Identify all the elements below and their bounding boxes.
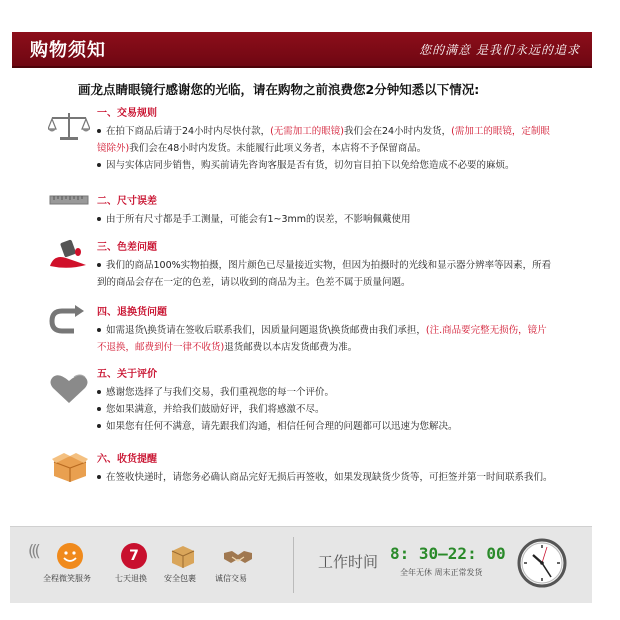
- section-title: 五、关于评价: [97, 369, 157, 380]
- section-body: [97, 211, 612, 228]
- seven-day-icon: [121, 543, 147, 569]
- text-run: 因与实体店同步销售，购买前请先咨询客服是否有货，切勿盲目拍下以免给您造成不必要的麻烦。: [106, 160, 515, 171]
- text-run: 在签收快递时，请您务必确认商品完好无损后再签收，如果发现缺货少货等，可拒签并第一时间联系我们。: [106, 472, 553, 483]
- list-item: [97, 322, 612, 339]
- badge-label: 七天退换: [115, 574, 147, 583]
- package-icon: [48, 450, 90, 482]
- highlight-text: (注.商品要完整无损伤，镜片: [425, 325, 547, 336]
- highlight-text: 不退换，邮费到付一律不收货): [97, 342, 225, 353]
- badge-label: 全程微笑服务: [43, 574, 91, 583]
- section-title: 一、交易规则: [97, 108, 157, 119]
- highlight-text: (无需加工的眼镜): [270, 126, 345, 137]
- text-run: 如果您有任何不满意，请先跟我们沟通，相信任何合理的问题都可以迅速为您解决。: [106, 421, 458, 432]
- work-hours-label: 工作时间: [318, 553, 379, 571]
- section-body: [97, 322, 612, 356]
- signal-decoration-icon: (((: [28, 541, 38, 560]
- list-item: [97, 211, 612, 228]
- page-title: 购物须知: [30, 40, 106, 61]
- text-run: 我们的商品100%实物拍摄，图片颜色已尽量接近实物，但因为拍摄时的光线和显示器分辨率等因素，所看: [106, 260, 552, 271]
- text-run: 您如果满意，并给我们鼓励好评，我们将感激不尽。: [106, 404, 325, 415]
- box-icon: [170, 543, 196, 569]
- list-item-continued: [97, 339, 612, 356]
- smile-icon: [57, 543, 83, 569]
- highlight-text: (需加工的眼镜，定制眼: [451, 126, 550, 137]
- list-item: [97, 469, 612, 486]
- list-item: [97, 157, 612, 174]
- header-slogan: 您的满意 是我们永远的追求: [419, 43, 580, 57]
- scale-icon: [48, 110, 90, 142]
- handshake-icon: [223, 543, 249, 569]
- work-hours-time: 8: 30—22: 00: [390, 544, 506, 563]
- intro-text: 画龙点睛眼镜行感谢您的光临，请在购物之前浪费您2分钟知悉以下情况:: [78, 82, 480, 97]
- text-run: 如需退货\换货请在签收后联系我们，因质量问题退货\换货邮费由我们承担，: [106, 325, 426, 336]
- section-title: 二、尺寸误差: [97, 196, 157, 207]
- text-run: 退货邮费以本店发货邮费为准。: [224, 342, 358, 353]
- list-item-continued: [97, 140, 612, 157]
- section-body: [97, 469, 612, 486]
- list-item-continued: [97, 274, 612, 291]
- ruler-icon: [48, 194, 90, 226]
- heart-icon: [48, 373, 90, 405]
- badge-label: 诚信交易: [215, 574, 247, 583]
- section-title: 三、色差问题: [97, 242, 157, 253]
- section-title: 四、退换货问题: [97, 307, 167, 318]
- text-run: 到的商品会存在一定的色差，请以收到的商品为主。色差不属于质量问题。: [97, 277, 411, 288]
- section-body: [97, 123, 612, 174]
- section-body: [97, 257, 612, 291]
- work-hours-note: 全年无休 周末正常发货: [400, 568, 483, 577]
- list-item: [97, 123, 612, 140]
- text-run: 在拍下商品后请于24小时内尽快付款，: [106, 126, 271, 137]
- return-arrow-icon: [48, 305, 90, 337]
- list-item: [97, 384, 612, 401]
- header-banner: [12, 32, 592, 68]
- badge-label: 安全包裹: [164, 574, 196, 583]
- badge-glyph: 7: [129, 548, 139, 564]
- text-run: 由于所有尺寸都是手工测量，可能会有1~3mm的误差，不影响佩戴使用: [106, 214, 411, 225]
- text-run: 我们会在48小时内发货。未能履行此项义务者，本店将不予保留商品。: [129, 143, 427, 154]
- clock-icon: [517, 533, 567, 591]
- paint-bucket-icon: [48, 238, 90, 270]
- list-item: [97, 257, 612, 274]
- footer-service-bar: [10, 526, 592, 603]
- text-run: 我们会在24小时内发货，: [344, 126, 452, 137]
- footer-divider: [293, 537, 294, 593]
- list-item: [97, 418, 612, 435]
- highlight-text: 镜除外): [97, 143, 130, 154]
- section-title: 六、收货提醒: [97, 454, 157, 465]
- section-body: [97, 384, 612, 435]
- list-item: [97, 401, 612, 418]
- text-run: 感谢您选择了与我们交易，我们重视您的每一个评价。: [106, 387, 335, 398]
